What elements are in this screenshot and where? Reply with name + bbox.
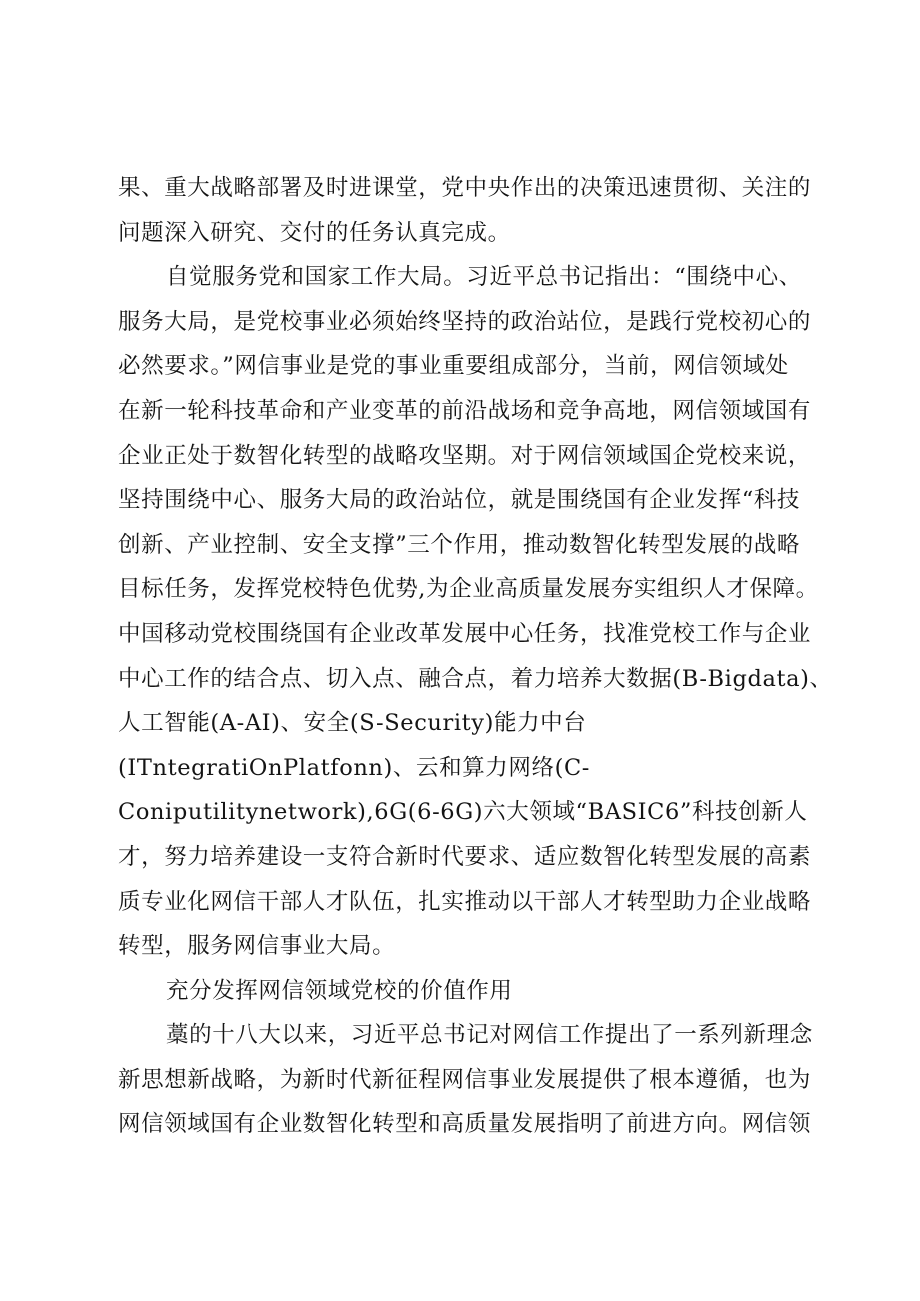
text-line: 创新、产业控制、安全支撑”三个作用，推动数智化转型发展的战略 — [118, 531, 801, 558]
text-line: 网信领域国有企业数智化转型和高质量发展指明了前进方向。网信领 — [118, 1111, 812, 1138]
paragraph-start-line: 自觉服务党和国家工作大局。习近平总书记指出：“围绕中心、 — [166, 264, 802, 291]
text-line: 果、重大战略部署及时进课堂，党中央作出的决策迅速贯彻、关注的 — [118, 175, 812, 201]
text-line: 中心工作的结合点、切入点、融合点，着力培养大数据(B-Bigdata)、 — [118, 665, 833, 692]
text-line: 人工智能(A-AI)、安全(S-Security)能力中台 — [118, 710, 587, 737]
text-line: 中国移动党校围绕国有企业改革发展中心任务，找准党校工作与企业 — [118, 620, 812, 647]
text-line: 服务大局，是党校事业必须始终坚持的政治站位，是践行党校初心的 — [118, 308, 812, 335]
text-line: 转型，服务网信事业大局。 — [118, 933, 396, 960]
text-line: 才，努力培养建设一支符合新时代要求、适应数智化转型发展的高素 — [118, 843, 812, 870]
body-text — [118, 166, 833, 1147]
text-line: 新思想新战略，为新时代新征程网信事业发展提供了根本遵循，也为 — [118, 1066, 812, 1093]
text-line: 坚持围绕中心、服务大局的政治站位，就是围绕国有企业发挥“科技 — [118, 487, 801, 514]
paragraph-start-line: 藁的十八大以来，习近平总书记对网信工作提出了一系列新理念 — [166, 1022, 813, 1049]
text-line: 目标任务，发挥党校特色优势,为企业高质量发展夯实组织人才保障。 — [118, 576, 819, 603]
text-line: (ITntegratiOnPlatfonn)、云和算力网络(C- — [118, 754, 590, 781]
text-line: 质专业化网信干部人才队伍，扎实推动以干部人才转型助力企业战略 — [118, 888, 812, 915]
text-line: Coniputilitynetwork),6G(6-6G)六大领域“BASIC6”科技创新人 — [118, 799, 808, 826]
text-line: 必然要求。”网信事业是党的事业重要组成部分，当前，网信领域处 — [118, 353, 789, 380]
text-line: 问题深入研究、交付的任务认真完成。 — [118, 219, 511, 246]
section-heading: 充分发挥网信领域党校的价值作用 — [166, 977, 513, 1004]
text-line: 在新一轮科技革命和产业变革的前沿战场和竞争高地，网信领域国有 — [118, 397, 812, 424]
text-line: 企业正处于数智化转型的战略攻坚期。对于网信领域国企党校来说， — [118, 442, 812, 469]
